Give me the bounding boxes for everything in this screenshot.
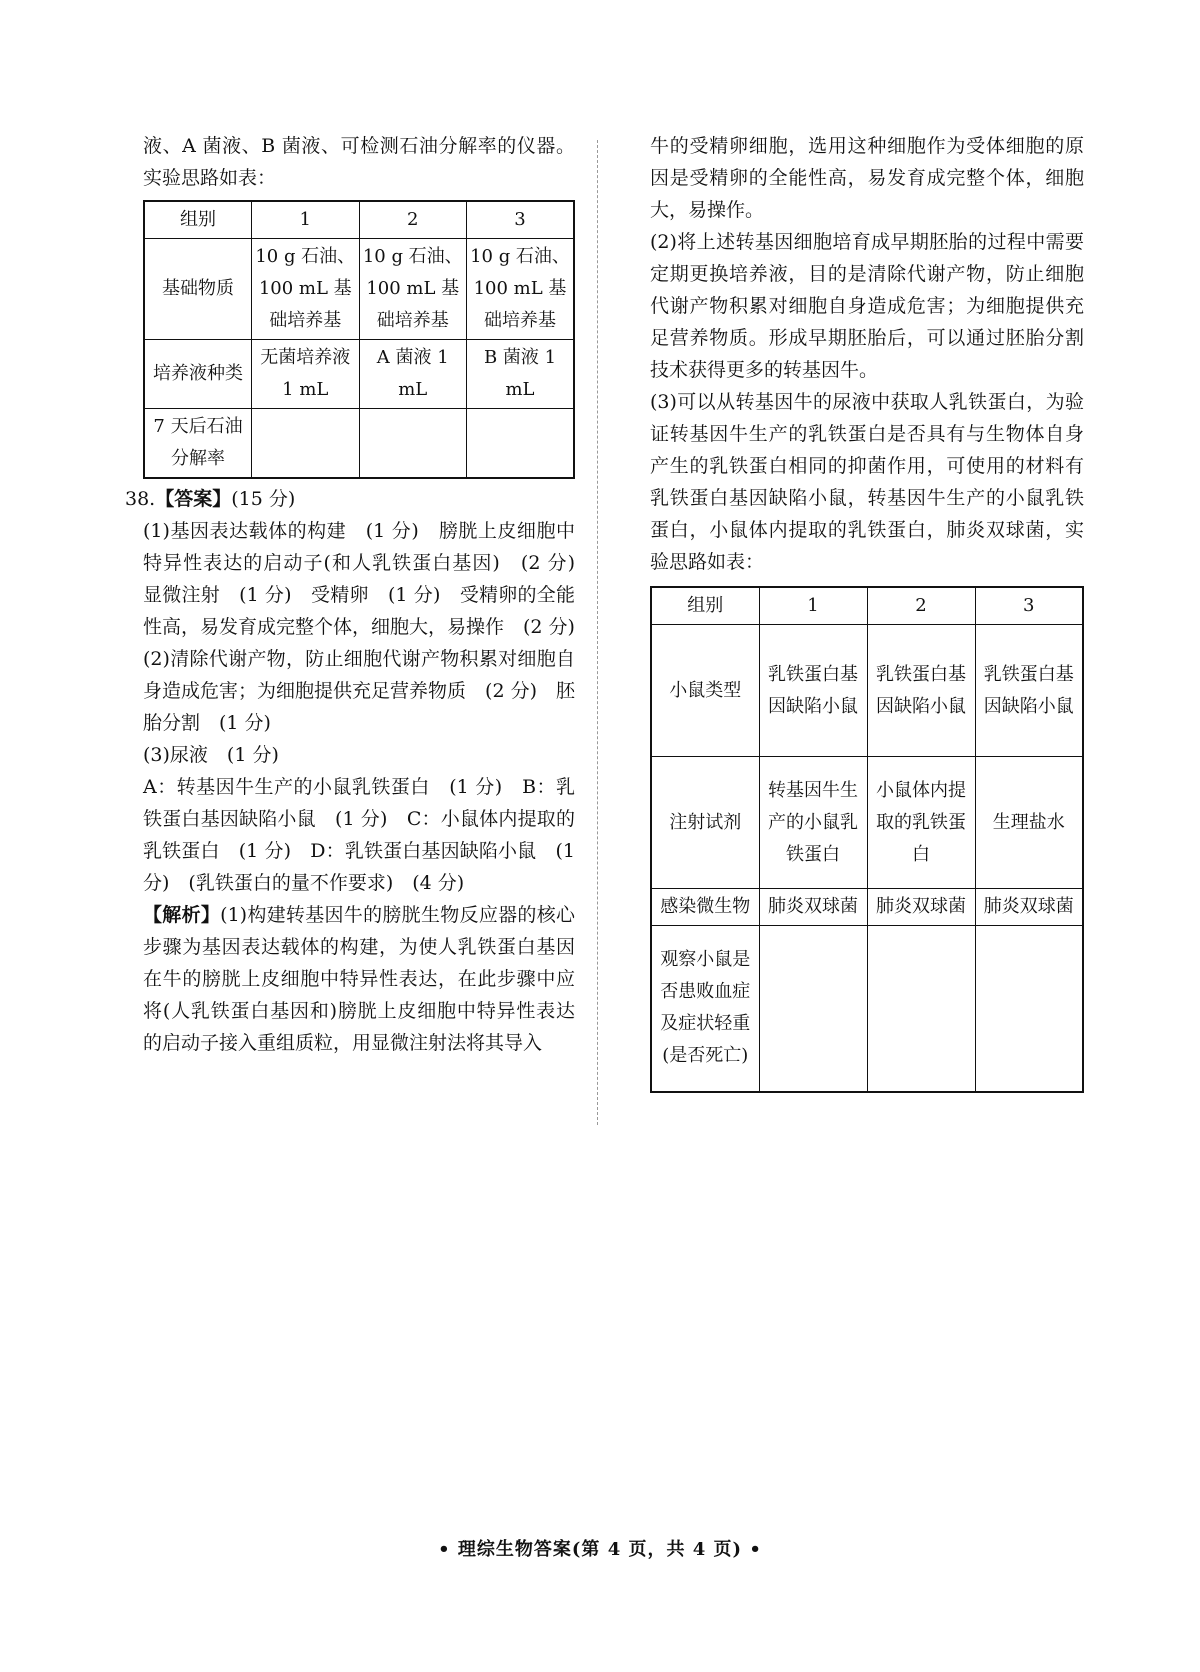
table-row	[144, 239, 574, 340]
table-header-row	[651, 587, 1083, 625]
table-cell: 乳铁蛋白基因缺陷小鼠	[759, 625, 867, 757]
table-row	[651, 625, 1083, 757]
table-cell: 10 g 石油、100 mL 基础培养基	[467, 239, 575, 340]
intro-text: 液、A 菌液、B 菌液、可检测石油分解率的仪器。实验思路如表：	[143, 135, 575, 189]
table-cell	[759, 926, 867, 1092]
table-cell: 10 g 石油、100 mL 基础培养基	[359, 239, 467, 340]
answer-part-3a: (3)尿液 (1 分)	[143, 744, 279, 766]
table-header-cell: 组别	[651, 587, 759, 625]
table-row	[651, 757, 1083, 889]
table-header-cell: 组别	[144, 201, 252, 239]
answer-label: 【答案】	[155, 488, 232, 510]
analysis-label: 【解析】	[143, 904, 221, 926]
table-header-row	[144, 201, 574, 239]
table-cell: 转基因牛生产的小鼠乳铁蛋白	[759, 757, 867, 889]
table-row	[651, 889, 1083, 926]
analysis-part-3: (3)可以从转基因牛的尿液中获取人乳铁蛋白，为验证转基因牛生产的乳铁蛋白是否具有与生物体自身产生的乳铁蛋白相同的抑菌作用，可使用的材料有乳铁蛋白基因缺陷小鼠，转基因牛生产的小鼠乳铁蛋白，小鼠体内提取的乳铁蛋白，肺炎双球菌，实验思路如表：	[650, 391, 1084, 573]
answer-part-2: (2)清除代谢产物，防止细胞代谢产物积累对细胞自身造成危害；为细胞提供充足营养物质 (2 分) 胚胎分割 (1 分)	[143, 648, 575, 734]
analysis-part-2: (2)将上述转基因细胞培育成早期胚胎的过程中需要定期更换培养液，目的是清除代谢产物，防止细胞代谢产物积累对细胞自身造成危害；为细胞提供充足营养物质。形成早期胚胎后，可以通过胚胎分割技术获得更多的转基因牛。	[650, 231, 1084, 381]
table-cell: 肺炎双球菌	[867, 889, 975, 926]
table-cell: 肺炎双球菌	[759, 889, 867, 926]
table-header-cell: 2	[359, 201, 467, 239]
table-cell: 注射试剂	[651, 757, 759, 889]
answer-part-3b: A：转基因牛生产的小鼠乳铁蛋白 (1 分) B：乳铁蛋白基因缺陷小鼠 (1 分) C：小鼠体内提取的乳铁蛋白 (1 分) D：乳铁蛋白基因缺陷小鼠 (1 分) (乳铁蛋白的量不作要求) (4 分)	[143, 776, 575, 894]
table-cell	[975, 926, 1083, 1092]
table-header-cell: 3	[975, 587, 1083, 625]
table-cell: 肺炎双球菌	[975, 889, 1083, 926]
table-header-cell: 2	[867, 587, 975, 625]
right-column	[650, 130, 1084, 1093]
page-footer: • 理综生物答案(第 4 页，共 4 页) •	[438, 1539, 762, 1560]
table-header-cell: 3	[467, 201, 575, 239]
table-cell	[867, 926, 975, 1092]
left-column	[125, 130, 595, 1059]
table-cell: B 菌液 1 mL	[467, 340, 575, 409]
table-cell: 感染微生物	[651, 889, 759, 926]
table-header-cell: 1	[252, 201, 360, 239]
table-cell: 培养液种类	[144, 340, 252, 409]
question-38-heading	[125, 483, 575, 515]
table-row	[651, 926, 1083, 1092]
table-cell: A 菌液 1 mL	[359, 340, 467, 409]
column-divider	[597, 140, 598, 1125]
question-number: 38.	[125, 488, 156, 510]
table-cell: 基础物质	[144, 239, 252, 340]
table-cell: 无菌培养液 1 mL	[252, 340, 360, 409]
table-cell: 7 天后石油分解率	[144, 409, 252, 479]
analysis-paragraph	[143, 899, 575, 1059]
table-cell	[252, 409, 360, 479]
table-cell: 生理盐水	[975, 757, 1083, 889]
table-cell: 乳铁蛋白基因缺陷小鼠	[867, 625, 975, 757]
table-cell	[467, 409, 575, 479]
table-header-cell: 1	[759, 587, 867, 625]
analysis-continued: 牛的受精卵细胞，选用这种细胞作为受体细胞的原因是受精卵的全能性高，易发育成完整个体，细胞大，易操作。	[650, 135, 1084, 221]
experiment-table-1	[143, 200, 575, 479]
answer-part-1: (1)基因表达载体的构建 (1 分) 膀胱上皮细胞中特异性表达的启动子(和人乳铁蛋白基因) (2 分) 显微注射 (1 分) 受精卵 (1 分) 受精卵的全能性高，易发育成完整个体，细胞大，易操作 (2 分)	[143, 520, 595, 638]
table-cell: 乳铁蛋白基因缺陷小鼠	[975, 625, 1083, 757]
experiment-table-2	[650, 586, 1084, 1093]
analysis-text: (1)构建转基因牛的膀胱生物反应器的核心步骤为基因表达载体的构建，为使人乳铁蛋白基因在牛的膀胱上皮细胞中特异性表达，在此步骤中应将(人乳铁蛋白基因和)膀胱上皮细胞中特异性表达的启动子接入重组质粒，用显微注射法将其导入	[143, 904, 575, 1054]
table-cell: 观察小鼠是否患败血症及症状轻重(是否死亡)	[651, 926, 759, 1092]
table-cell: 10 g 石油、100 mL 基础培养基	[252, 239, 360, 340]
table-row	[144, 340, 574, 409]
score-text: (15 分)	[231, 488, 296, 510]
table-cell: 小鼠类型	[651, 625, 759, 757]
table-cell	[359, 409, 467, 479]
table-cell: 小鼠体内提取的乳铁蛋白	[867, 757, 975, 889]
table-row	[144, 409, 574, 479]
